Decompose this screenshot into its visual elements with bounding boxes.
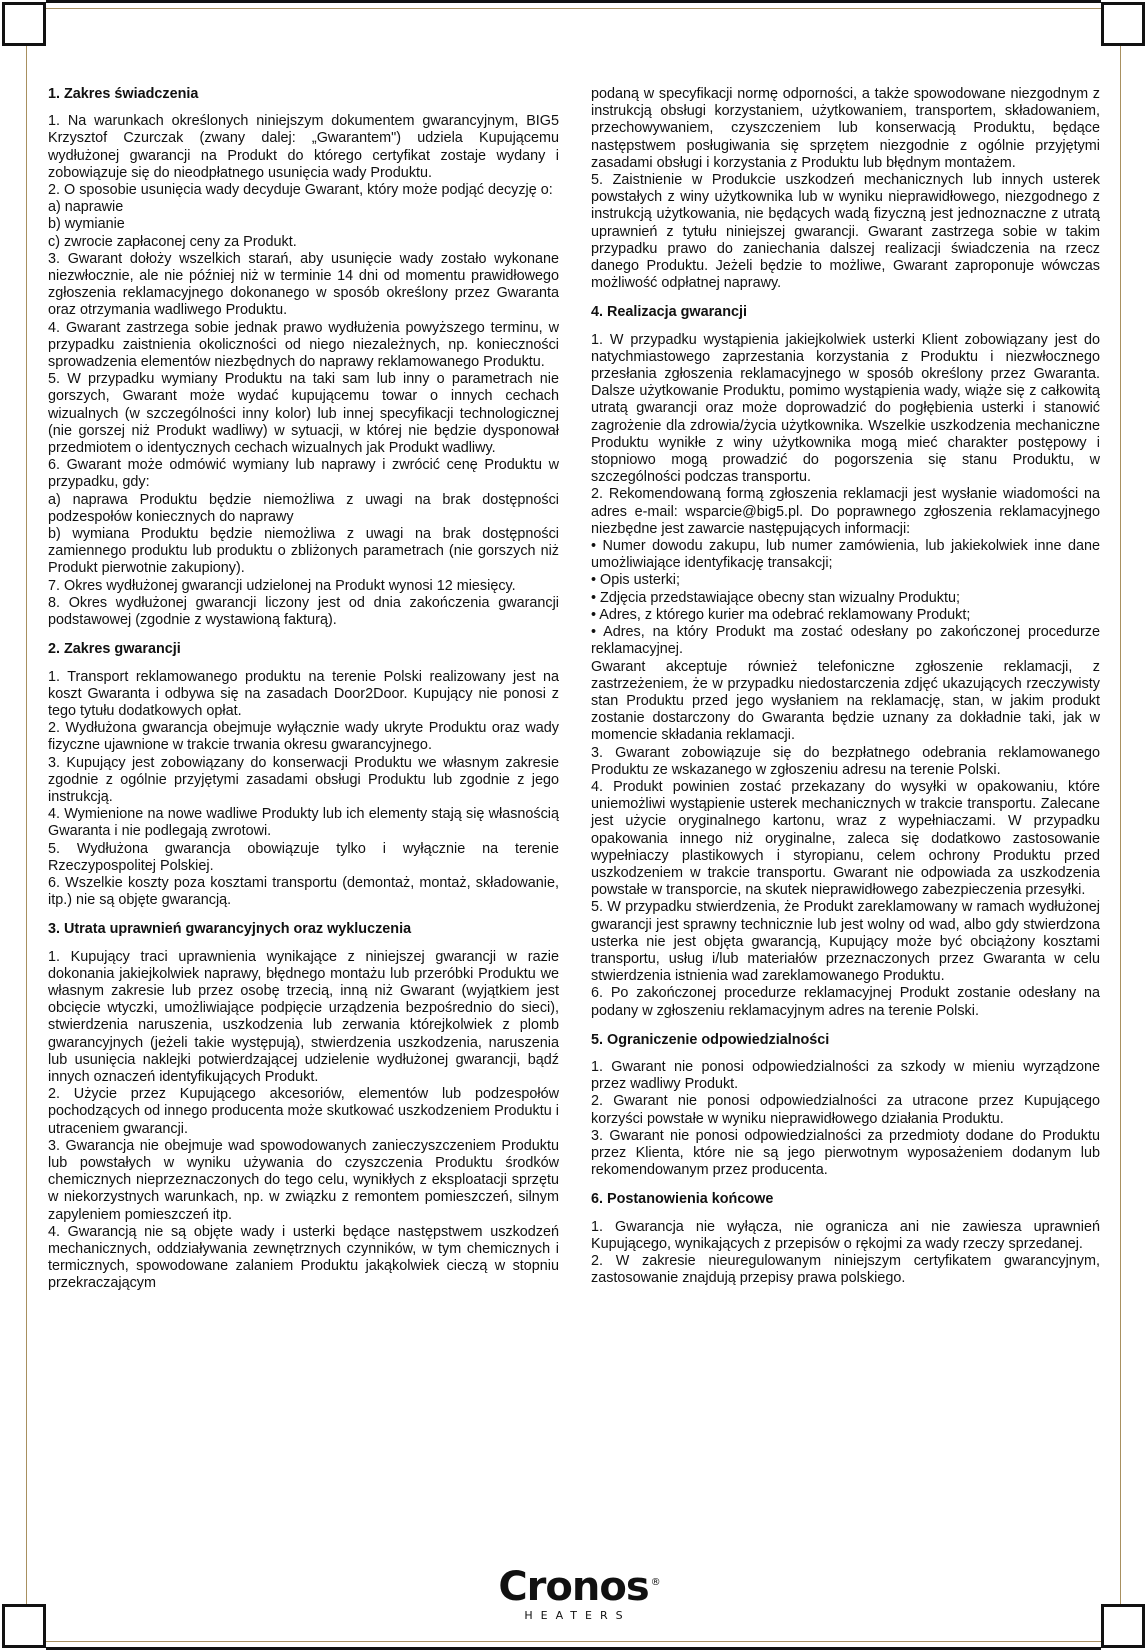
registered-mark: ® [650, 1577, 661, 1588]
s1-paragraph: 8. Okres wydłużonej gwarancji liczony jest od dnia zakończenia gwarancji podstawowej (zgodnie z wystawioną fakturą). [48, 594, 559, 629]
s1-paragraph: a) naprawa Produktu będzie niemożliwa z uwagi na brak dostępności podzespołów koniecznych do naprawy [48, 491, 559, 525]
s1-paragraph: b) wymianie [48, 216, 125, 233]
frame-top-gold-line [46, 8, 1101, 9]
corner-ornament-top-left [2, 2, 46, 46]
s1-paragraph: a) naprawie [48, 199, 124, 216]
s3-continued-paragraph: 5. Zaistnienie w Produkcie uszkodzeń mechanicznych lub innych usterek powstałych z winy użytkownika lub w wyniku nieprawidłowego, niezgodnego z instrukcją użytkowania, nie będących wadą fizyczną jest jednoznaczne z utratą uprawnień z tytułu niniejszej gwarancji. Gwarant zastrzega sobie w takim przypadku prawo do zaniechania dalszej realizacji świadczenia na rzecz danego Produktu. Jeżeli będzie to możliwe, Gwarant zaproponuje wówczas możliwość odpłatnej naprawy. [591, 172, 1100, 292]
s4-bullet: • Opis usterki; [591, 572, 681, 589]
frame-left-gold-line [26, 46, 27, 1604]
s2-paragraph: 2. Wydłużona gwarancja obejmuje wyłącznie wady ukryte Produktu oraz wady fizyczne ujawnione w trakcie trwania okresu gwarancyjnego. [48, 720, 559, 754]
s4-paragraph: 6. Po zakończonej procedurze reklamacyjnej Produkt zostanie odesłany na podany w zgłoszeniu reklamacyjnym adres na terenie Polski. [591, 985, 1100, 1019]
s2-paragraph: 1. Transport reklamowanego produktu na terenie Polski realizowany jest na koszt Gwaranta i odbywa się na zasadach Door2Door. Kupujący nie ponosi z tego tytułu dodatkowych opłat. [48, 668, 559, 719]
section-6-title: 6. Postanowienia końcowe [591, 1191, 774, 1208]
s5-paragraph: 2. Gwarant nie ponosi odpowiedzialności za utracone przez Kupującego korzyści powstałe w wyniku nieprawidłowego działania Produktu. [591, 1093, 1100, 1127]
section-4-title: 4. Realizacja gwarancji [591, 304, 747, 321]
logo-wordmark [498, 1564, 661, 1610]
s2-paragraph: 3. Kupujący jest zobowiązany do konserwacji Produktu we własnym zakresie zgodnie z ogólnie przyjętymi zasadami obsługi Produktu lub zgodnie z jego instrukcją. [48, 754, 559, 805]
s1-paragraph: 7. Okres wydłużonej gwarancji udzielonej na Produkt wynosi 12 miesięcy. [48, 577, 516, 594]
s6-paragraph: 1. Gwarancja nie wyłącza, nie ogranicza ani nie zawiesza uprawnień Kupującego, wynikających z przepisów o rękojmi za wady rzeczy sprzedanej. [591, 1218, 1100, 1252]
section-1-title: 1. Zakres świadczenia [48, 86, 199, 102]
s1-paragraph: 3. Gwarant dołoży wszelkich starań, aby usunięcie wady zostało wykonane niezwłocznie, ale nie później niż w terminie 14 dni od momentu prawidłowego zgłoszenia reklamacyjnego dokonanego w sposób określony przez Gwaranta oraz otrzymania wadliwego Produktu. [48, 250, 559, 319]
s4-paragraph: Gwarant akceptuje również telefoniczne zgłoszenie reklamacji, z zastrzeżeniem, że w przypadku niedostarczenia zdjęć ukazujących rzeczywisty stan Produktu przed jego wysłaniem na reklamację, stan, w jakim produkt zostanie dostarczony do Gwaranta będzie uznany za dokładnie taki, jak w momencie składania reklamacji. [591, 658, 1100, 744]
s3-paragraph: 1. Kupujący traci uprawnienia wynikające z niniejszej gwarancji w razie dokonania jakiejkolwiek naprawy, błędnego montażu lub przeróbki Produktu we własnym zakresie lub przez osobę trzecią, inną niż Gwarant (wyjątkiem jest obcięcie wtyczki, umożliwiające podpięcie urządzenia bezpośrednio do sieci), stwierdzenia naruszenia, uszkodzenia lub zerwania którejkolwiek z plomb gwarancyjnych (jeżeli takie występują), stwierdzenia uszkodzenia, naruszenia lub usunięcia naklejki potwierdzającej udzielenie wydłużonej gwarancji, bądź innych oznaczeń identyfikujących Produkt. [48, 948, 559, 1085]
corner-ornament-top-right [1101, 2, 1145, 46]
s4-bullet: • Zdjęcia przedstawiające obecny stan wizualny Produktu; [591, 589, 960, 606]
s3-paragraph: 3. Gwarancja nie obejmuje wad spowodowanych zanieczyszczeniem Produktu lub powstałych w wyniku używania do czyszczenia Produktu środków chemicznych nieprzeznaczonych do tego celu, wynikłych z eksploatacji sprzętu w niekorzystnych warunkach, np. w związku z remontem pomieszczeń, silnym zapyleniem pomieszczeń itp. [48, 1137, 559, 1223]
section-3-title: 3. Utrata uprawnień gwarancyjnych oraz wykluczenia [48, 921, 412, 938]
s4-paragraph: 1. W przypadku wystąpienia jakiejkolwiek usterki Klient zobowiązany jest do natychmiastowego zaprzestania korzystania z Produktu i niezwłocznego przesłania zgłoszenia reklamacyjnego w sposób określony przez Gwaranta. Dalsze użytkowanie Produktu, pomimo wystąpienia wady, wiąże się z całkowitą utratą gwarancji oraz może doprowadzić do pogłębienia usterki i stanowić zagrożenie dla zdrowia/życia użytkownika. Wszelkie uszkodzenia mechaniczne Produktu wynikłe z winy użytkownika mogą mieć charakter postępowy i stopniowo mogą prowadzić do pogorszenia się stanu Produktu, w szczególności podczas transportu. [591, 331, 1100, 486]
right-column [591, 86, 1100, 1287]
s3-paragraph: 4. Gwarancją nie są objęte wady i usterki będące następstwem uszkodzeń mechanicznych, oddziaływania zewnętrznych czynników, w tym chemicznych i termicznych, spowodowane zalaniem Produktu jakąkolwiek cieczą w stopniu przekraczającym [48, 1223, 559, 1292]
s3-paragraph: 2. Użycie przez Kupującego akcesoriów, elementów lub podzespołów pochodzących od innego producenta może skutkować uszkodzeniem Produktu i utraceniem gwarancji. [48, 1086, 559, 1137]
left-column [48, 86, 559, 1293]
s2-paragraph: 5. Wydłużona gwarancja obowiązuje tylko i wyłącznie na terenie Rzeczypospolitej Polskiej. [48, 840, 559, 874]
s1-paragraph: b) wymiana Produktu będzie niemożliwa z uwagi na brak dostępności zamiennego produktu lub produktu o zbliżonych parametrach (nie gorszych niż Produkt pierwotnie zakupiony). [48, 526, 559, 577]
s2-paragraph: 6. Wszelkie koszty poza kosztami transportu (demontaż, montaż, składowanie, itp.) nie są objęte gwarancją. [48, 874, 559, 909]
section-5-title: 5. Ograniczenie odpowiedzialności [591, 1031, 830, 1048]
s2-paragraph: 4. Wymienione na nowe wadliwe Produkty lub ich elementy stają się własnością Gwaranta i nie podlegają zwrotowi. [48, 806, 559, 840]
section-2-title: 2. Zakres gwarancji [48, 641, 181, 658]
frame-bottom-gold-line [46, 1641, 1101, 1642]
cronos-logo [0, 1564, 1147, 1622]
s3-continued-paragraph: podaną w specyfikacji normę odporności, a także spowodowane niezgodnym z instrukcją obsługi korzystaniem, użytkowaniem, transportem, składowaniem, przechowywaniem, czyszczeniem lub konserwacją Produktu, będące następstwem posługiwania się sprzętem niezgodnie z ogólnie przyjętymi zasadami obsługi i korzystania z Produktu lub błędnym montażem. [591, 86, 1100, 171]
s1-paragraph: 4. Gwarant zastrzega sobie jednak prawo wydłużenia powyższego terminu, w przypadku zaistnienia okoliczności od niego niezależnych, np. konieczności sprowadzenia elementów niezbędnych do naprawy reklamowanego Produktu. [48, 319, 559, 371]
logo-name: Cronos [498, 1564, 649, 1610]
s5-paragraph: 3. Gwarant nie ponosi odpowiedzialności za przedmioty dodane do Produktu przez Klienta, które nie są jego pierwotnym wyposażeniem dodanym lub rekomendowanym przez producenta. [591, 1127, 1100, 1179]
s4-paragraph: 2. Rekomendowaną formą zgłoszenia reklamacji jest wysłanie wiadomości na adres e-mail: wsparcie@big5.pl. Do poprawnego zgłoszenia reklamacyjnego niezbędne jest zawarcie następujących informacji: [591, 486, 1100, 537]
frame-right-gold-line [1120, 46, 1121, 1604]
s1-paragraph: 1. Na warunkach określonych niniejszym dokumentem gwarancyjnym, BIG5 Krzysztof Czurczak (zwany dalej: „Gwarantem") udziela Kupującemu wydłużonej gwarancji na Produkt do którego certyfikat zostaje wydany i zobowiązuje się do nieodpłatnego usunięcia wady Produktu. [48, 113, 559, 181]
s4-paragraph: 3. Gwarant zobowiązuje się do bezpłatnego odebrania reklamowanego Produktu ze wskazanego w zgłoszeniu adresu na terenie Polski. [591, 744, 1100, 778]
s1-paragraph: 5. W przypadku wymiany Produktu na taki sam lub inny o parametrach nie gorszych, Gwarant może wydać kupującemu towar o innych cechach wizualnych (w szczególności inny kolor) lub innej specyfikacji technologicznej (nie gorszej niż Produkt wadliwy) w sytuacji, w której nie będzie dysponował przedmiotem o identycznych cechach wizualnych jak Produkt wadliwy. [48, 371, 559, 457]
s1-paragraph: 2. O sposobie usunięcia wady decyduje Gwarant, który może podjąć decyzję o: [48, 182, 553, 199]
s6-paragraph: 2. W zakresie nieuregulowanym niniejszym certyfikatem gwarancyjnym, zastosowanie znajdują przepisy prawa polskiego. [591, 1253, 1100, 1287]
s4-paragraph: 5. W przypadku stwierdzenia, że Produkt zareklamowany w ramach wydłużonej gwarancji jest sprawny technicznie lub jest wolny od wad, albo gdy stwierdzona usterka nie jest objęta gwarancją, Kupujący może być obciążony kosztami transportu, usług i/lub materiałów przeznaczonych przez Gwaranta w celu stwierdzenia istnienia wad zareklamowanego Produktu. [591, 899, 1100, 985]
s4-bullet: • Adres, z którego kurier ma odebrać reklamowany Produkt; [591, 606, 971, 623]
s5-paragraph: 1. Gwarant nie ponosi odpowiedzialności za szkody w mieniu wyrządzone przez wadliwy Produkt. [591, 1058, 1100, 1093]
s4-bullet: • Adres, na który Produkt ma zostać odesłany po zakończonej procedurze reklamacyjnej. [591, 624, 1100, 658]
logo-subtitle: HEATERS [524, 1609, 631, 1622]
s4-paragraph: 4. Produkt powinien zostać przekazany do wysyłki w opakowaniu, które uniemożliwi wystąpienie usterek mechanicznych w trakcie transportu. Zalecane jest użycie oryginalnego kartonu, wraz z wypełniaczami. W przypadku opakowania innego niż oryginalne, zaleca się dodatkowo zastosowanie wypełniaczy plastikowych i styropianu, celem ochrony Produktu przed uszkodzeniem w trakcie transportu. Gwarant nie odpowiada za uszkodzenia powstałe w transporcie, na skutek nieprawidłowego zabezpieczenia przesyłki. [591, 778, 1100, 899]
frame-top-border [46, 0, 1101, 3]
s1-paragraph: 6. Gwarant może odmówić wymiany lub naprawy i zwrócić cenę Produktu w przypadku, gdy: [48, 457, 559, 491]
s4-bullet: • Numer dowodu zakupu, lub numer zamówienia, lub jakiekolwiek inne dane umożliwiające identyfikację transakcji; [591, 538, 1100, 572]
s1-paragraph: c) zwrocie zapłaconej ceny za Produkt. [48, 233, 297, 250]
